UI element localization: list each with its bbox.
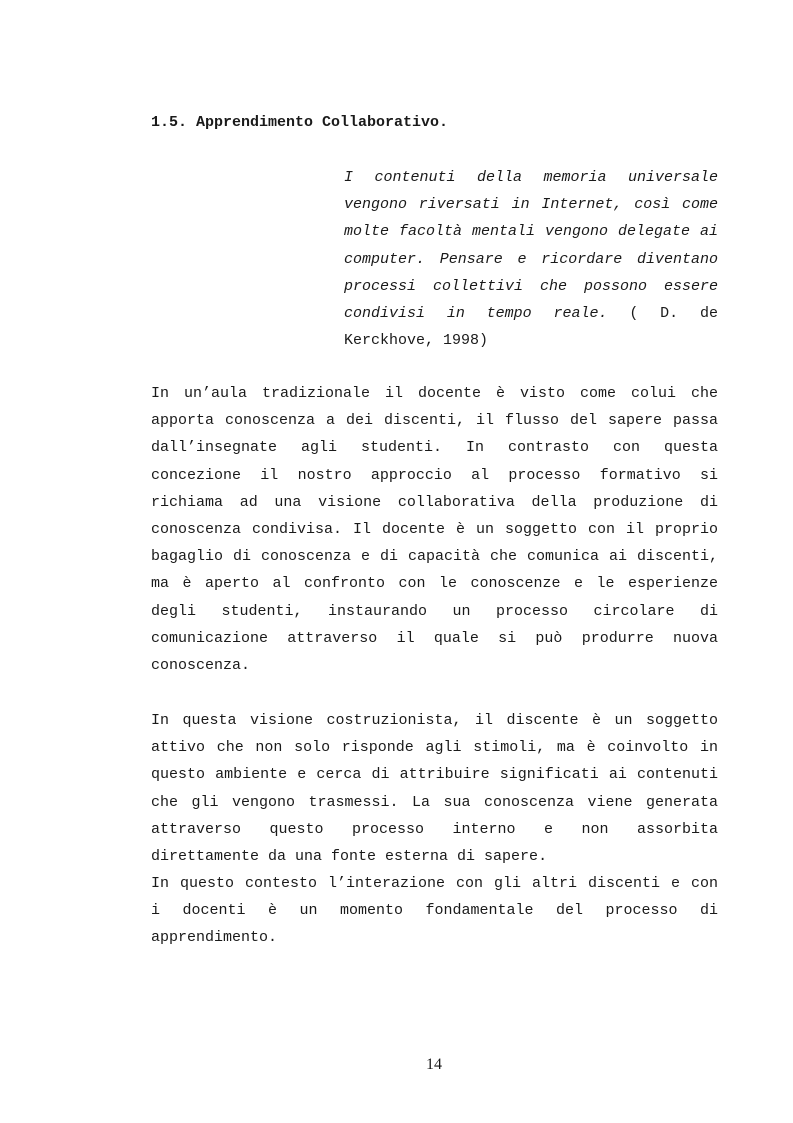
body-paragraph: In questa visione costruzionista, il discente è un soggetto attivo che non solo risponde agli stimoli, ma è coinvolto in questo ambiente e cerca di attribuire significati ai contenuti che gli vengono trasmessi. La sua conoscenza viene generata attraverso questo processo interno e non assorbita direttamente da una fonte esterna di sapere. [151, 712, 718, 866]
epigraph-quote: I contenuti della memoria universale vengono riversati in Internet, così come molte facoltà mentali vengono delegate ai computer. Pensare e ricordare diventano processi collettivi che possono essere condivisi in tempo reale. [344, 169, 718, 323]
epigraph-citation: ( D. de Kerckhove, 1998) [344, 305, 718, 350]
epigraph [344, 164, 718, 354]
page-number: 14 [426, 1056, 442, 1073]
body-paragraph: In questo contesto l’interazione con gli altri discenti e con i docenti è un momento fondamentale del processo di apprendimento. [151, 875, 718, 947]
body-paragraph: In un’aula tradizionale il docente è visto come colui che apporta conoscenza a dei discenti, il flusso del sapere passa dall’insegnate agli studenti. In contrasto con questa concezione il nostro approccio al processo formativo si richiama ad una visione collaborativa della produzione di conoscenza condivisa. Il docente è un soggetto con il proprio bagaglio di conoscenza e di capacità che comunica ai discenti, ma è aperto al confronto con le conoscenze e le esperienze degli studenti, instaurando un processo circolare di comunicazione attraverso il quale si può produrre nuova conoscenza. [151, 385, 718, 675]
section-heading: 1.5. Apprendimento Collaborativo. [151, 114, 449, 131]
